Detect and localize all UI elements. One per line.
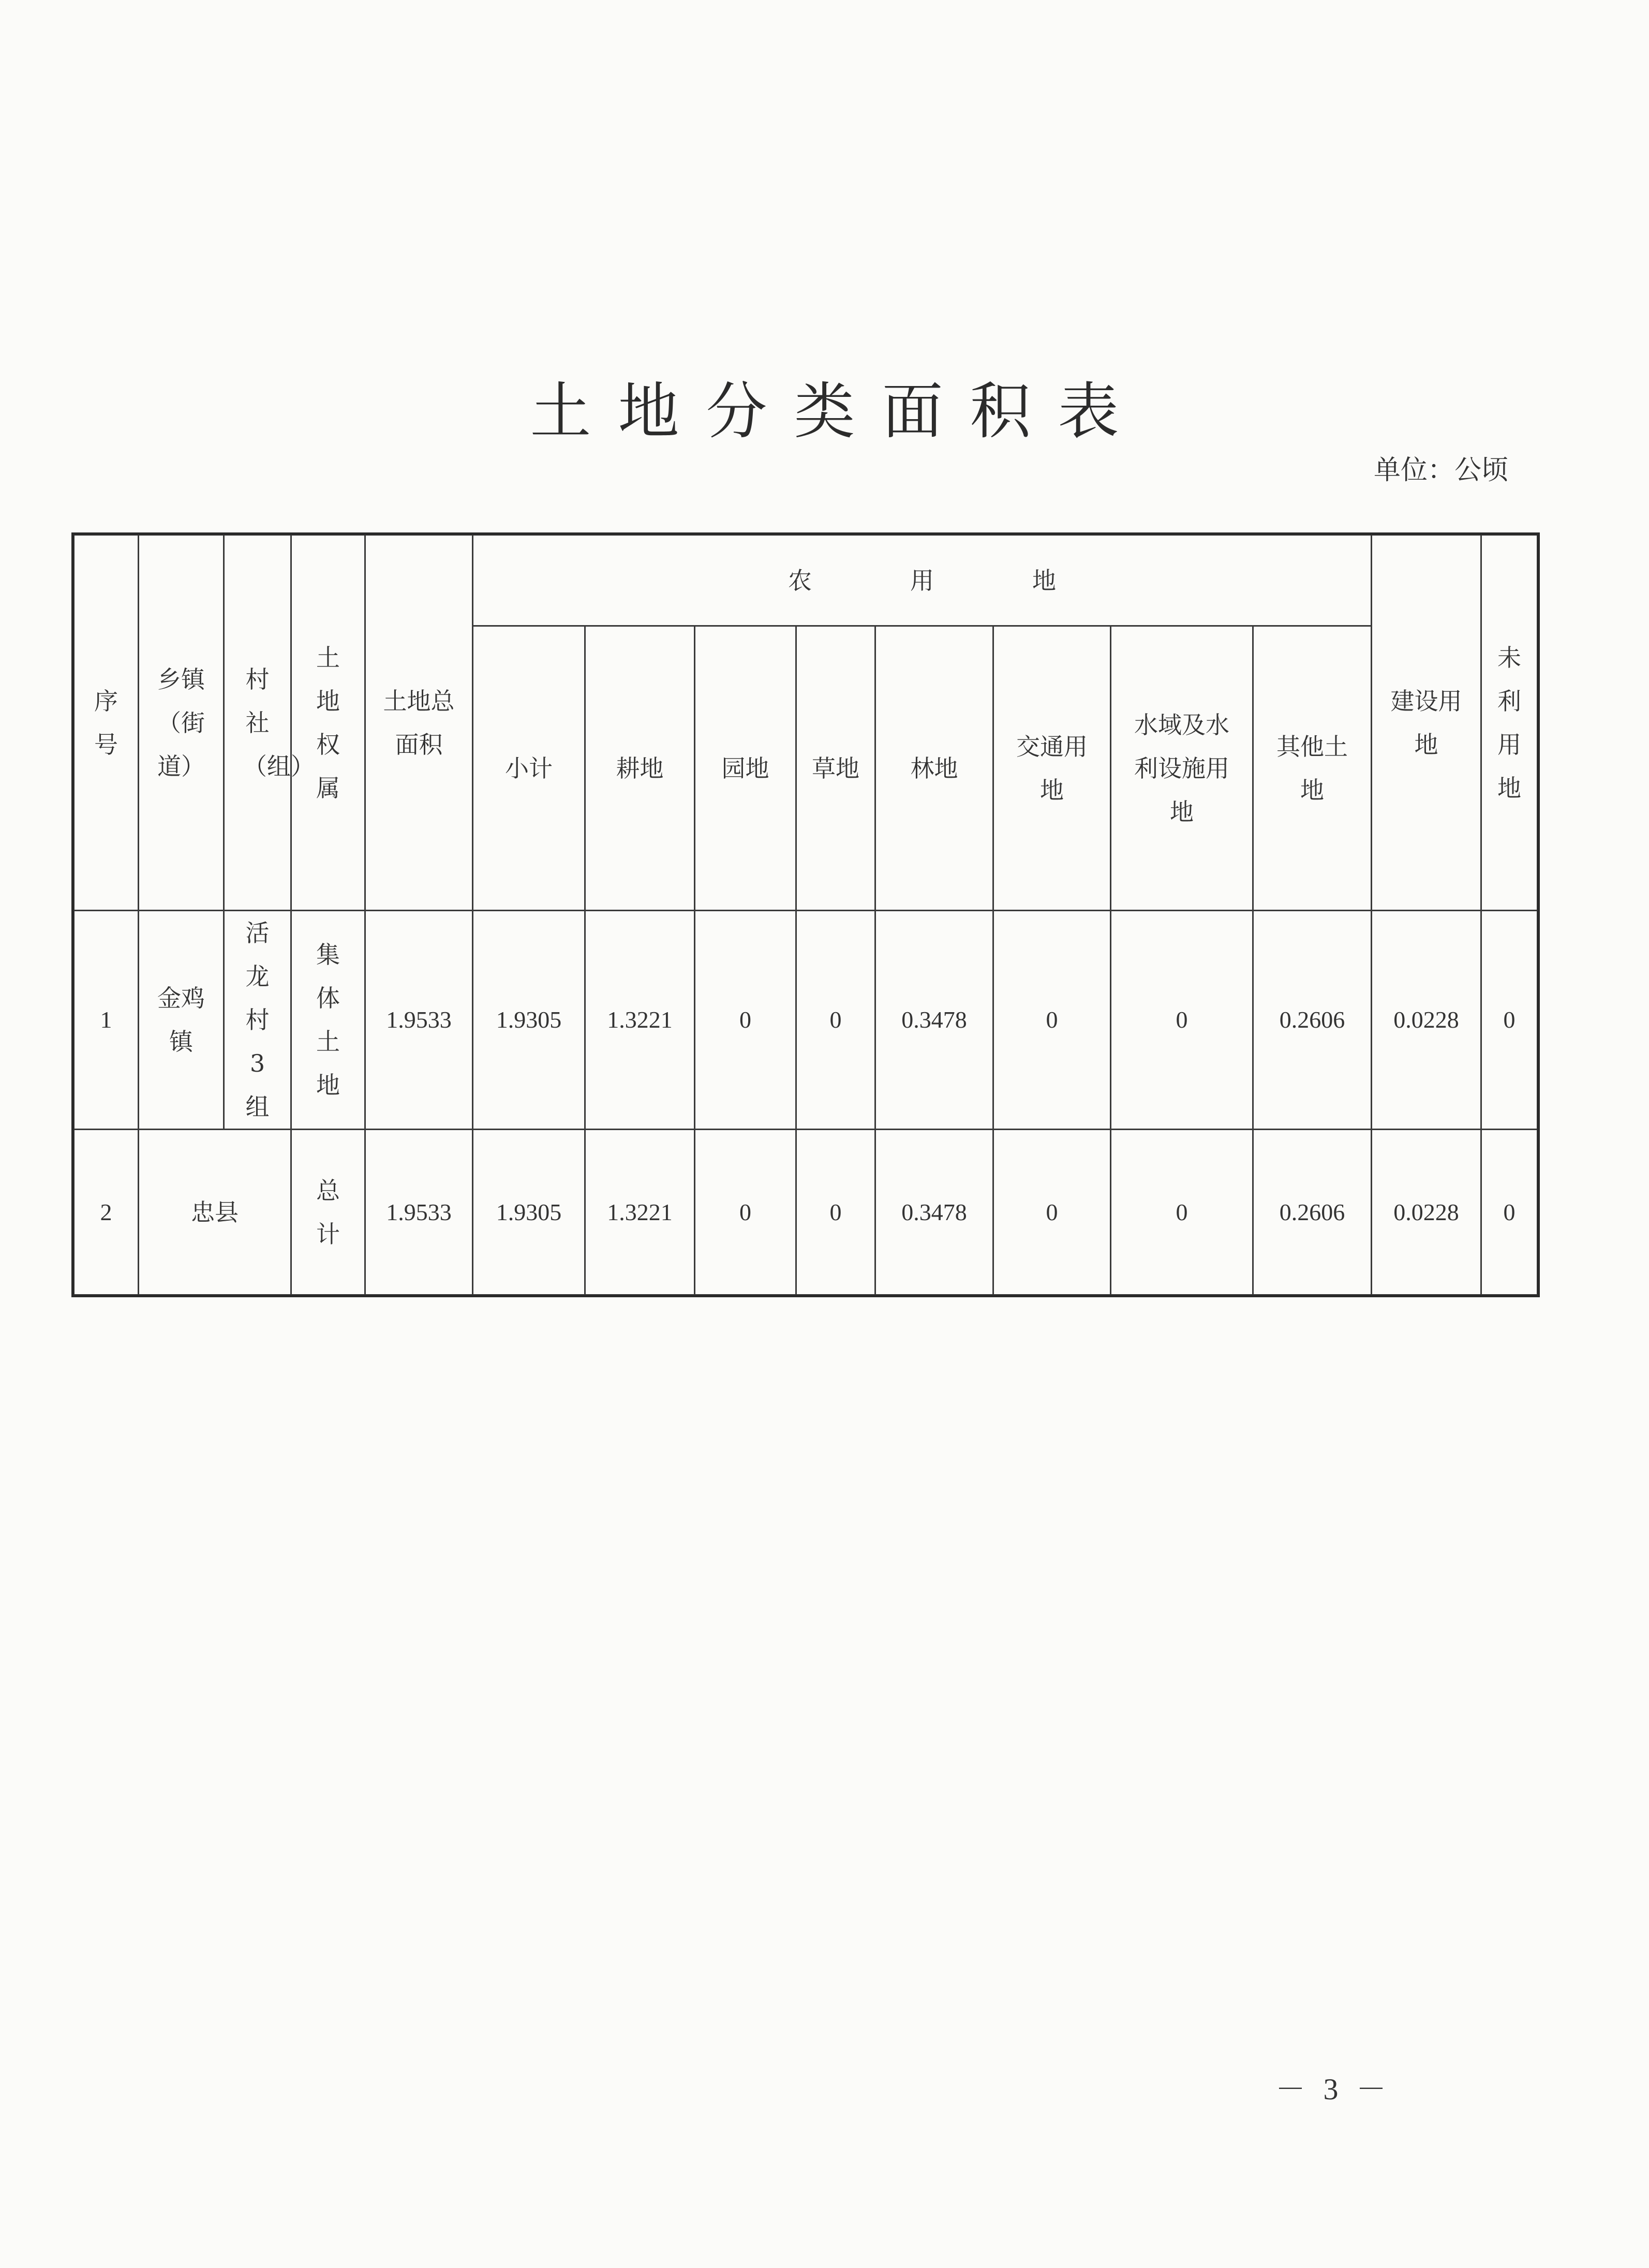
cell-township: 忠县 xyxy=(139,1130,291,1295)
header-forest: 林地 xyxy=(875,626,993,911)
cell-ownership: 集体土地 xyxy=(291,911,365,1130)
header-total-area: 土地总面积 xyxy=(365,535,473,911)
cell-total-area: 1.9533 xyxy=(365,1130,473,1295)
cell-ownership: 总计 xyxy=(291,1130,365,1295)
cell-index: 2 xyxy=(74,1130,139,1295)
cell-grass: 0 xyxy=(796,1130,875,1295)
cell-township: 金鸡镇 xyxy=(139,911,224,1130)
cell-cultivated: 1.3221 xyxy=(585,911,695,1130)
cell-forest: 0.3478 xyxy=(875,1130,993,1295)
cell-transport: 0 xyxy=(993,911,1111,1130)
cell-forest: 0.3478 xyxy=(875,911,993,1130)
table-row xyxy=(74,1130,1538,1295)
header-garden: 园地 xyxy=(695,626,796,911)
cell-village: 活龙村3组 xyxy=(224,911,291,1130)
cell-index: 1 xyxy=(74,911,139,1130)
cell-grass: 0 xyxy=(796,911,875,1130)
unit-label: 单位：公顷 xyxy=(1373,455,1508,486)
cell-cultivated: 1.3221 xyxy=(585,1130,695,1295)
header-village: 村社（组） xyxy=(224,535,291,911)
land-classification-table xyxy=(73,534,1538,1296)
header-agricultural-land: 农用地 xyxy=(473,535,1372,626)
cell-construction: 0.0228 xyxy=(1372,911,1481,1130)
cell-construction: 0.0228 xyxy=(1372,1130,1481,1295)
cell-subtotal: 1.9305 xyxy=(473,1130,585,1295)
header-other: 其他土地 xyxy=(1253,626,1372,911)
cell-garden: 0 xyxy=(695,1130,796,1295)
cell-total-area: 1.9533 xyxy=(365,911,473,1130)
table-row xyxy=(74,911,1538,1130)
document-title: 土地分类面积表 xyxy=(530,376,1146,447)
header-row-group xyxy=(74,535,1538,626)
header-ownership: 土地权属 xyxy=(291,535,365,911)
header-township: 乡镇（街道） xyxy=(139,535,224,911)
cell-unused: 0 xyxy=(1481,1130,1538,1295)
cell-transport: 0 xyxy=(993,1130,1111,1295)
cell-other: 0.2606 xyxy=(1253,1130,1372,1295)
page-number: － 3 － xyxy=(1275,2072,1392,2106)
cell-other: 0.2606 xyxy=(1253,911,1372,1130)
header-unused-land: 未利用地 xyxy=(1481,535,1538,911)
header-grass: 草地 xyxy=(796,626,875,911)
header-transport: 交通用地 xyxy=(993,626,1111,911)
cell-subtotal: 1.9305 xyxy=(473,911,585,1130)
cell-garden: 0 xyxy=(695,911,796,1130)
header-water: 水域及水利设施用地 xyxy=(1111,626,1253,911)
header-index: 序号 xyxy=(74,535,139,911)
cell-water: 0 xyxy=(1111,911,1253,1130)
header-construction-land: 建设用地 xyxy=(1372,535,1481,911)
header-cultivated: 耕地 xyxy=(585,626,695,911)
cell-water: 0 xyxy=(1111,1130,1253,1295)
header-subtotal: 小计 xyxy=(473,626,585,911)
cell-unused: 0 xyxy=(1481,911,1538,1130)
